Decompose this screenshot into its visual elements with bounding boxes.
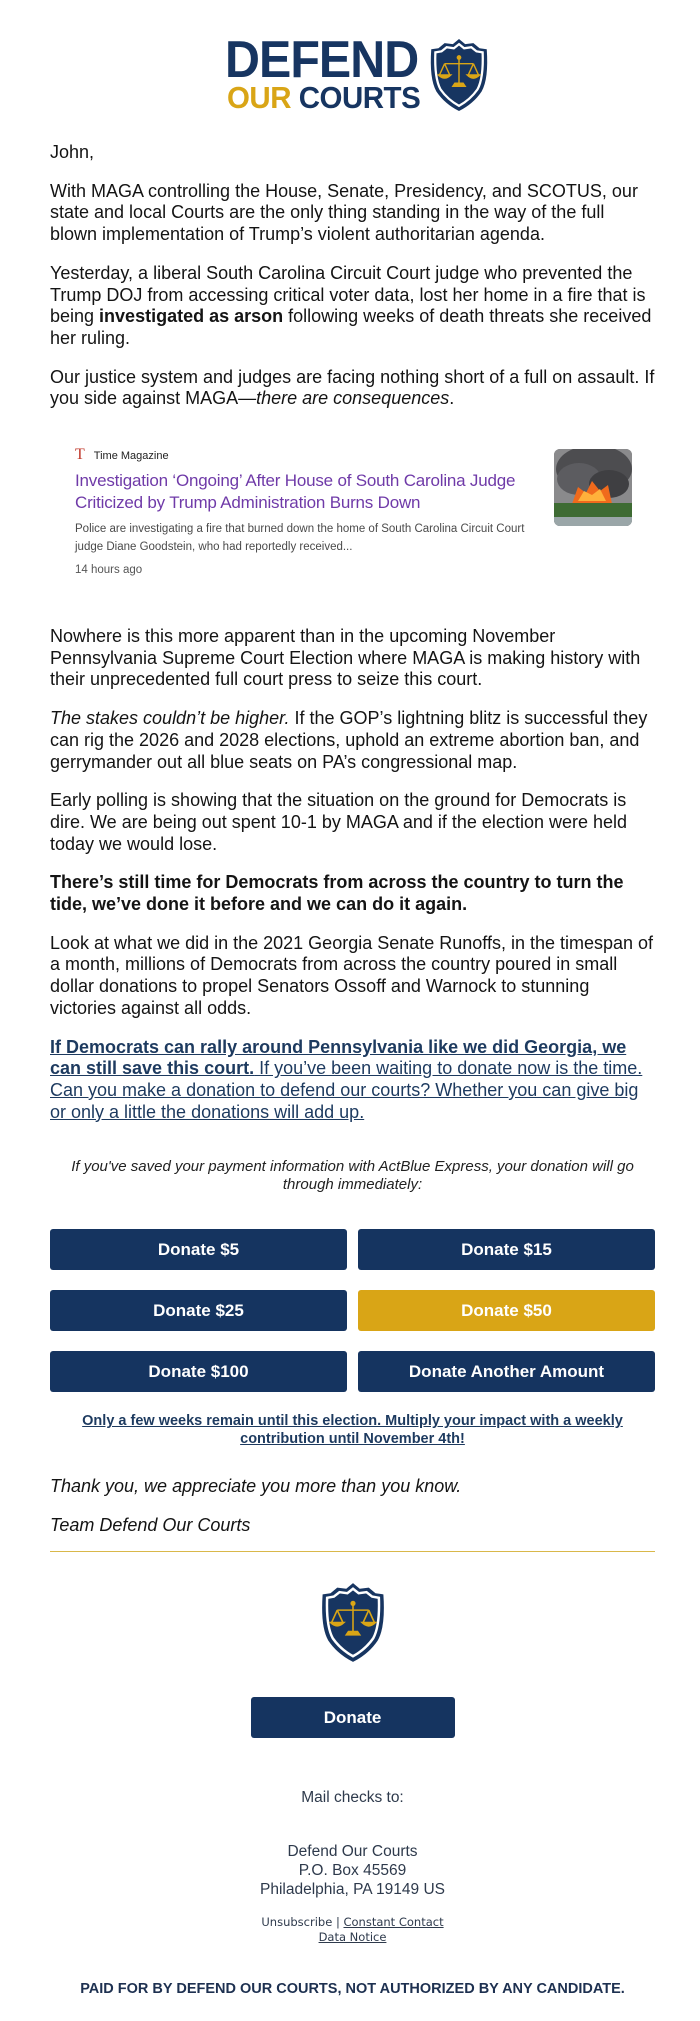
news-thumbnail-house-fire — [554, 449, 632, 526]
text: following weeks of death threats she received her ruling. — [50, 306, 652, 348]
address-line: Defend Our Courts — [287, 1842, 418, 1860]
closing-thanks: Thank you, we appreciate you more than you know. — [50, 1476, 462, 1497]
logo-text-our-courts — [227, 80, 421, 115]
donate-link[interactable]: If you’ve been waiting to donate now is the time. Can you make a donation to defend our courts? Whether you can give big or only a little the donations will add up. — [50, 1058, 643, 1122]
data-notice-link[interactable]: Data Notice — [318, 1929, 387, 1944]
donate-50-button[interactable]: Donate $50 — [358, 1290, 655, 1331]
news-snippet: Police are investigating a fire that burned down the home of South Carolina Circuit Court judge Diane Goodstein, who had reportedly received... — [75, 523, 525, 554]
shield-scales-icon — [319, 1582, 387, 1663]
bold-text: investigated as arson — [99, 306, 284, 327]
donate-25-button[interactable]: Donate $25 — [50, 1290, 347, 1331]
donate-5-button[interactable]: Donate $5 — [50, 1229, 347, 1270]
paragraph-6: Early polling is showing that the situation on the ground for Democrats is dire. We are being out spent 10-1 by MAGA and if the election were held today we would lose. — [50, 790, 628, 854]
paragraph-9-donate-link[interactable] — [50, 1037, 655, 1124]
italic-text: The stakes couldn’t be higher. — [50, 708, 290, 729]
email-body — [50, 142, 655, 2018]
text: Yesterday, a liberal South Carolina Circuit Court judge who prevented the Trump DOJ from accessing critical voter data, lost her home in a fire that is being — [50, 262, 646, 327]
greeting: John, — [50, 142, 95, 162]
time-logo-icon: T — [75, 446, 85, 464]
closing-signature: Team Defend Our Courts — [50, 1515, 251, 1536]
shield-scales-icon — [428, 38, 490, 112]
paragraph-2 — [50, 263, 655, 350]
paragraph-5 — [50, 708, 655, 773]
text: If the GOP’s lightning blitz is successful they can rig the 2026 and 2028 elections, uphold an extreme abortion ban, and gerrymander out all blue seats on PA’s congressional map. — [50, 708, 648, 772]
mail-checks-label: Mail checks to: — [301, 1788, 404, 1806]
news-headline[interactable]: Investigation ‘Ongoing’ After House of South Carolina Judge Criticized by Trump Administration Burns Down — [75, 471, 516, 513]
logo-text-courts: COURTS — [298, 80, 421, 115]
actblue-note: If you've saved your payment information with ActBlue Express, your donation will go through immediately: — [71, 1158, 634, 1194]
logo-text-defend: DEFEND — [225, 31, 419, 89]
donate-another-amount-button[interactable]: Donate Another Amount — [358, 1351, 655, 1392]
donate-100-button[interactable]: Donate $100 — [50, 1351, 347, 1392]
address-line: Philadelphia, PA 19149 US — [260, 1880, 445, 1898]
constant-contact-link[interactable]: Constant Contact — [343, 1914, 444, 1929]
news-card[interactable] — [50, 447, 655, 579]
news-card-text — [75, 447, 553, 578]
paragraph-1: With MAGA controlling the House, Senate, Presidency, and SCOTUS, our state and local Courts are the only thing standing in the way of the full blown implementation of Trump’s violent authoritarian agenda. — [50, 180, 638, 245]
news-source — [75, 447, 553, 464]
donate-15-button[interactable]: Donate $15 — [358, 1229, 655, 1270]
paragraph-7: There’s still time for Democrats from across the country to turn the tide, we’ve done it before and we can do it again. — [50, 872, 624, 915]
news-timestamp: 14 hours ago — [75, 564, 143, 577]
divider — [50, 1551, 655, 1552]
paragraph-8: Look at what we did in the 2021 Georgia Senate Runoffs, in the timespan of a month, millions of Democrats from across the country poured in small dollar donations to propel Senators Ossoff and Warnock to stunning victories against all odds. — [50, 932, 654, 1018]
donate-link-bold[interactable]: If Democrats can rally around Pennsylvania like we did Georgia, we can still save this court. — [50, 1036, 627, 1079]
text: Our justice system and judges are facing nothing short of a full on assault. If you side against MAGA— — [50, 366, 655, 409]
address-line: P.O. Box 45569 — [298, 1861, 407, 1879]
footer-donate-button[interactable]: Donate — [251, 1697, 455, 1738]
logo-text-our: OUR — [227, 80, 292, 115]
footer-links — [50, 1915, 655, 1945]
donate-button-grid — [50, 1229, 655, 1392]
news-source-name: Time Magazine — [93, 450, 169, 463]
separator: | — [335, 1914, 340, 1929]
weekly-link-wrap — [50, 1412, 655, 1448]
mailing-address — [50, 1842, 655, 1899]
paid-for-disclaimer: PAID FOR BY DEFEND OUR COURTS, NOT AUTHORIZED BY ANY CANDIDATE. — [80, 1980, 625, 1997]
brand-logo — [0, 0, 700, 142]
weekly-contribution-link[interactable]: Only a few weeks remain until this election. Multiply your impact with a weekly contribution until November 4th! — [82, 1413, 623, 1448]
text: . — [449, 388, 455, 409]
unsubscribe-link[interactable]: Unsubscribe — [261, 1914, 333, 1929]
italic-text: there are consequences — [256, 388, 450, 409]
paragraph-3 — [50, 367, 655, 410]
paragraph-4: Nowhere is this more apparent than in the upcoming November Pennsylvania Supreme Court Election where MAGA is making history with their unprecedented full court press to seize this court. — [50, 626, 641, 690]
